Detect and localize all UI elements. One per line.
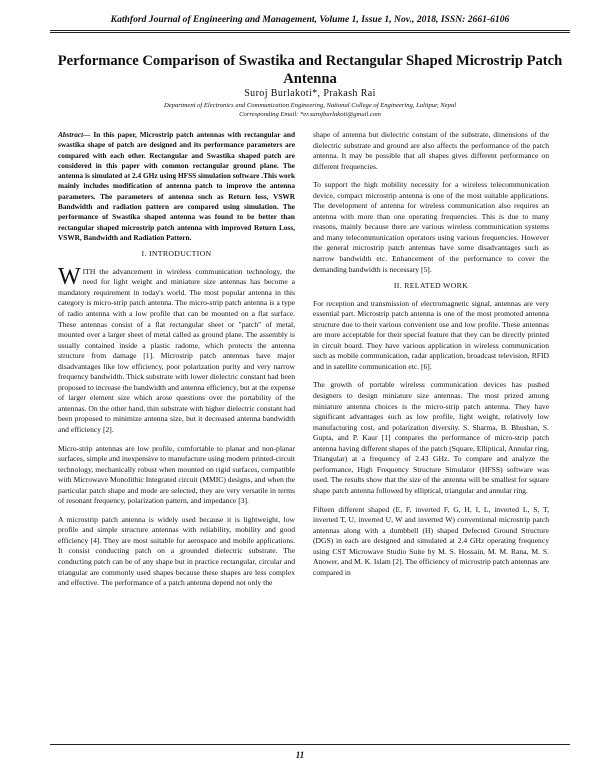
corresponding-email: Corresponding Email: *er.surojburlakoti@gmail.com — [239, 111, 381, 118]
header-rule-thin — [50, 32, 570, 33]
intro-paragraph-1: WITH the advancement in wireless communication technology, the need for light weight and miniature size antennas has become a mandatory requirement in today's world. The most popular antenna in this category is micro-strip patch antenna. The micro-strip patch antenna is a type of radio antenna with a low profile that can be mounted on a flat surface. These antennas consist of a flat rectangular sheet or "patch" of metal, mounted over a larger sheet of metal called as ground plane. The assembly is usually contained inside a plastic radome, which protects the antenna structure from damage [1]. Microstrip patch antennas have major disadvantages like low efficiency, poor polarization purity and very narrow frequency bandwidth. Thick substrate with lower dielectric constant had been proposed to increase the bandwidth and antenna efficiency, but at the expense of larger element size which arose questions over the portability of the antennas. On the other hand, thin substrate with higher dielectric constant had been proposed to minimize antenna size, but it decreased antenna bandwidth and efficiency [2]. — [58, 263, 295, 435]
related-paragraph-1: For reception and transmission of electromagnetic signal, antennas are very essential part. Microstrip patch antenna is one of the most promoted antenna structure due to their various convenient use and low profile. These antennas are more acceptable for their special feature that they can be directly printed in circuit board. They have various application in wireless communication such as mobile communication, radar application, broadcast television, RFID and in satellite communication etc. [6]. — [313, 298, 549, 371]
section-heading-related-work: II. RELATED WORK — [393, 281, 469, 291]
page-number: 11 — [295, 750, 305, 760]
header-rule — [50, 30, 570, 31]
intro-paragraph-2: Micro-strip antennas are low profile, comfortable to planar and non-planar surfaces, simple and inexpensive to manufacture using modern printed-circuit technology, mechanically robust when mounted on rigid surfaces, compatible with Microwave Monolithic Integrated circuit (MMIC) designs, and when the particular patch shape and mode are selected, they are very versatile in terms of resonant frequency, polarization pattern, and impedance [3]. — [58, 443, 295, 506]
right-paragraph-2: To support the high mobility necessity for a wireless telecommunication device, compact microstrip antenna is one of the most suitable applications. The development of antenna for wireless communication also requires an antenna with more than one operating frequencies. This is due to many reasons, mainly because there are various wireless communication systems and many telecommunication operators using various frequencies. However the general microstrip patch antennas have some disadvantages such as narrow bandwidth etc. Enhancement of the performance to cover the demanding bandwidth is necessary [5]. — [313, 180, 549, 274]
section-heading-introduction: I. INTRODUCTION — [141, 249, 212, 259]
related-paragraph-3: Fifteen different shaped (E, F, inverted F, G, H, I, L, inverted L, S, T, inverted T, U, inverted U, W and inverted W) conventional microstrip patch antennas along with a dumbbell (H) shaped Defected Ground Structure (DGS) in each are designed and simulated at 2.4 GHz operating frequency using CST Microwave Studio Suite by M. S. Hossain, M. M. Rana, M. S. Anower, and M. K. Islam [2]. The efficiency of microstrip patch antennas are compared in — [313, 504, 549, 577]
intro-paragraph-3: A microstrip patch antenna is widely used because it is lightweight, low profile and simple structure antennas with reliability, mobility and good efficiency [4]. They are most suitable for aerospace and mobile applications. It consist conducting patch on a grounded dielectric substrate. The conducting patch can be of any shape but in practice rectangular, circular and triangular are commonly used shapes because these shapes are less complex and effective. The performance of a patch antenna depend not only the — [58, 514, 295, 588]
paper-title: Performance Comparison of Swastika and Rectangular Shaped Microstrip Patch Antenna — [57, 53, 563, 87]
drop-cap: W — [58, 263, 81, 290]
journal-header: Kathford Journal of Engineering and Management, Volume 1, Issue 1, Nov., 2018, ISSN: 2661-6106 — [110, 14, 510, 25]
abstract-text: In this paper, Microstrip patch antennas with rectangular and swastika shape of patch are designed and its performance parameters are compared with each other. Rectangular and Swastika shaped patch are considered in this paper with common rectangular ground plane. The antenna is simulated at 2.4 GHz using HFSS simulation software .This work mainly includes modification of antenna patch to improve the antenna parameters. The parameters of antenna such as Return loss, VSWR Bandwidth and radiation pattern are compared using simulation. The performance of Swastika shaped antenna was found to be better than rectangular shaped microstrip patch antenna with improved Return Loss, VSWR, Bandwidth and Radiation Pattern. — [58, 130, 295, 242]
authors: Suroj Burlakoti*, Prakash Rai — [244, 88, 376, 99]
abstract — [58, 130, 295, 243]
related-paragraph-2: The growth of portable wireless communication devices has pushed designers to design miniature size antennas. The most prized among miniature antenna choices is the micro-strip patch antenna. They have significant advantages such as low profile, light weight, relatively low manufacturing cost, and polarization diversity. S. Sharma, B. Bhushan, S. Gupta, and P. Kaur [1] compares the performance of micro-strip patch antenna having different shapes of the patch (Square, Elliptical, Annular ring, Triangular) at a frequency of 2.43 GHz. To compare and analyze the performance, High Frequency Structure Simulator (HFSS) software was used. The results show that the size of the antenna will be smallest for square shape patch antenna followed by elliptical, triangular and annular ring. — [313, 380, 549, 495]
footer-rule — [50, 744, 570, 745]
abstract-label: Abstract— — [58, 130, 91, 139]
left-column — [58, 130, 295, 589]
affiliation: Department of Electronics and Communication Engineering, National College of Engineering, Lalitpur, Nepal — [163, 102, 457, 109]
right-column — [313, 130, 549, 578]
right-paragraph-1: shape of antenna but dielectric constant of the substrate, dimensions of the dielectric substrate and ground are also affects the performance of the patch antenna. It may be possible that all shapes gives different performance on different frequencies. — [313, 130, 549, 171]
